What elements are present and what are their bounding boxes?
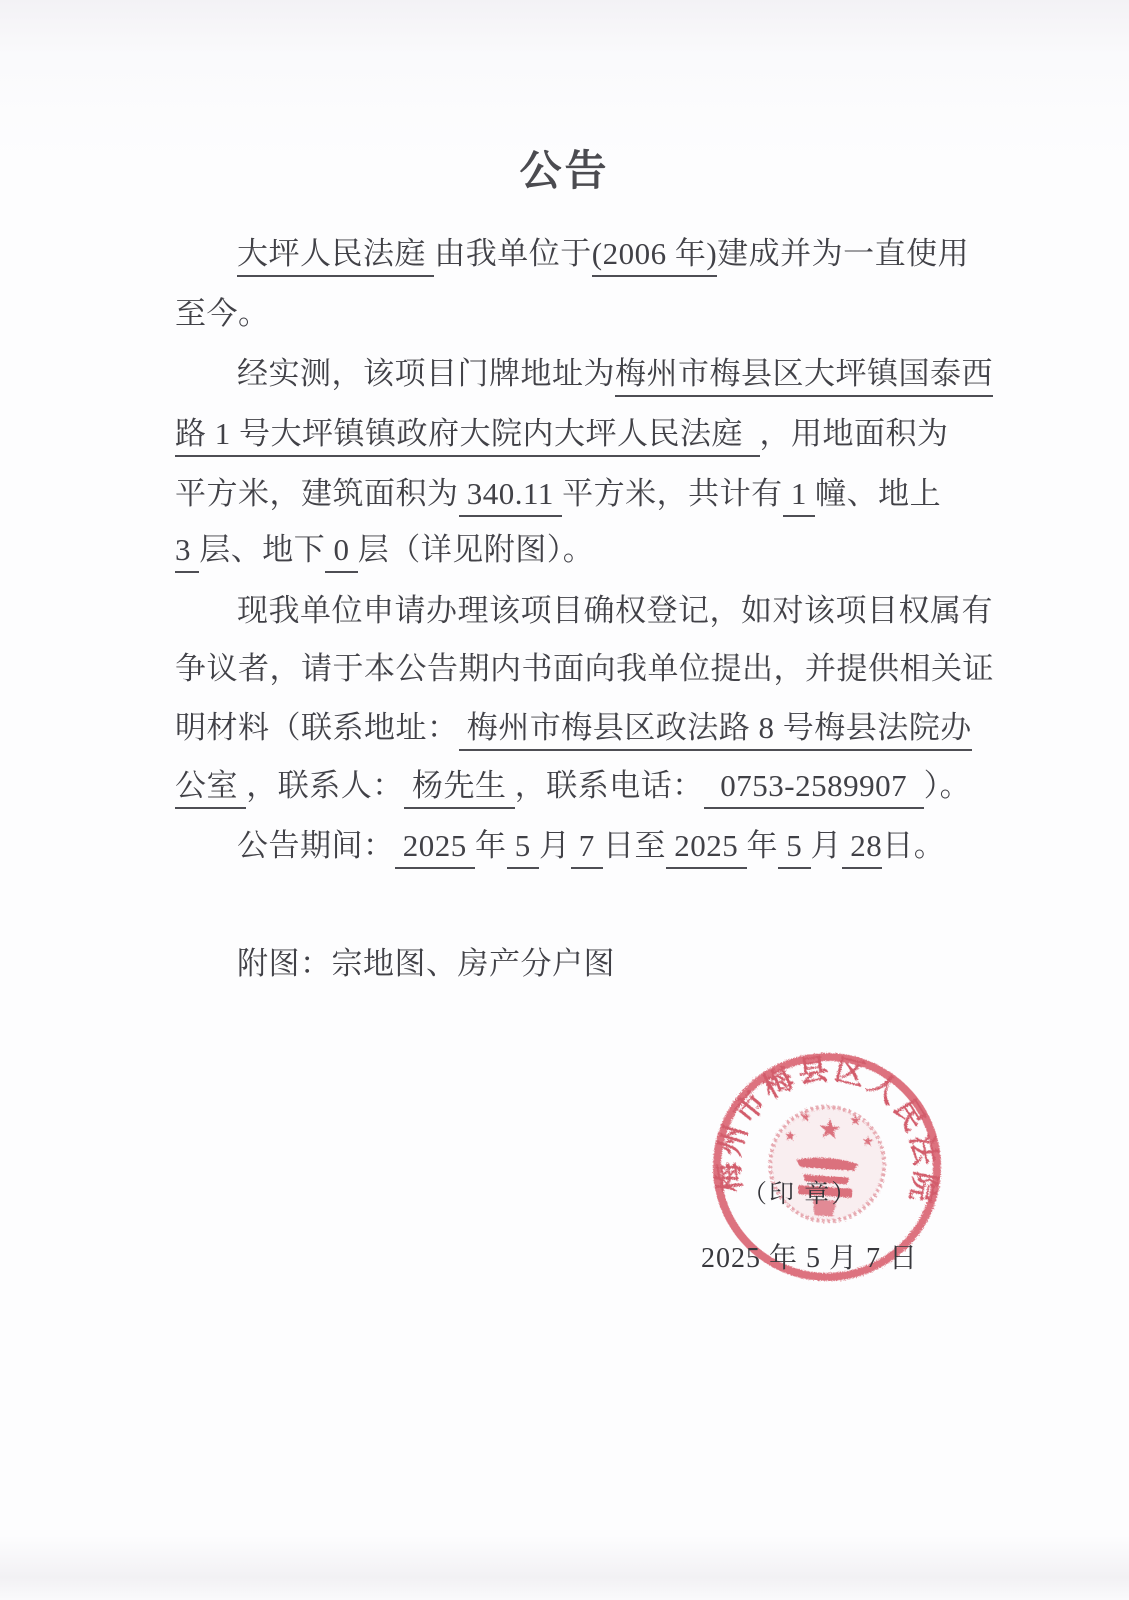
text-segment: 月 (539, 828, 571, 863)
text-segment: 层（详见附图）。 (357, 532, 595, 567)
page-title: 公告 (519, 147, 610, 194)
para-line (175, 348, 993, 393)
underlined-field: 2025 (395, 828, 476, 869)
text-segment: 平方米，建筑面积为 (175, 476, 459, 511)
para-line (175, 524, 594, 569)
para-line (175, 643, 994, 688)
issue-date: 2025 年 5 月 7 日 (701, 1243, 919, 1274)
underlined-field: 梅州市梅县区政法路 8 号梅县法院办 (459, 710, 972, 751)
text-segment: 年 (475, 828, 507, 863)
text-segment: 建成并为一直使用 (717, 236, 970, 271)
underlined-field: 梅州市梅县区大坪镇国泰西 (615, 356, 993, 397)
svg-text:★: ★ (861, 1133, 875, 1151)
para-line (175, 820, 945, 865)
text-segment: ，联系人： (246, 768, 404, 803)
text-segment: ）。 (923, 768, 972, 803)
text-segment: ，联系电话： (514, 768, 704, 803)
para-line (175, 468, 941, 513)
text-segment: 月 (810, 828, 842, 863)
text-segment: 平方米，共计有 (562, 476, 783, 511)
text-segment: 日。 (882, 828, 946, 863)
text-segment: 至今。 (175, 296, 270, 331)
underlined-field: 340.11 (459, 476, 563, 517)
svg-text:★: ★ (816, 1113, 843, 1146)
underlined-field: 5 (778, 828, 811, 869)
para-line (175, 585, 993, 630)
seal-authority-text: 梅州市梅县区人民法院 (711, 1052, 942, 1207)
text-segment: 年 (746, 828, 778, 863)
svg-text:★: ★ (848, 1112, 863, 1130)
text-segment: 附图：宗地图、房产分户图 (237, 946, 615, 981)
text-segment: 由我单位于 (434, 236, 592, 271)
text-segment: 争议者，请于本公告期内书面向我单位提出，并提供相关证 (175, 651, 994, 686)
underlined-field: 5 (507, 828, 540, 869)
underlined-field: 0753-2589907 (704, 768, 924, 809)
para-line (175, 760, 971, 805)
svg-text:★: ★ (798, 1108, 813, 1126)
underlined-field: 杨先生 (404, 768, 515, 809)
underlined-field: 1 (783, 476, 816, 517)
text-segment: ，用地面积为 (759, 416, 949, 451)
para-line (175, 288, 270, 333)
text-segment: 明材料（联系地址： (175, 710, 459, 745)
para-line (175, 702, 972, 747)
para-line (175, 228, 969, 273)
underlined-field: 路 1 号大坪镇镇政府大院内大坪人民法庭 (175, 416, 760, 457)
para-line (175, 938, 615, 983)
text-segment: 幢、地上 (815, 476, 942, 511)
underlined-field: (2006 年) (592, 236, 717, 277)
underlined-field: 7 (571, 828, 604, 869)
underlined-field: 28 (842, 828, 882, 869)
text-segment: 层、地下 (199, 532, 326, 567)
underlined-field: 3 (175, 532, 199, 573)
underlined-field: 0 (325, 532, 358, 573)
text-segment: 经实测，该项目门牌地址为 (237, 356, 615, 391)
underlined-field: 大坪人民法庭 (237, 236, 434, 277)
underlined-field: 公室 (175, 768, 246, 809)
text-segment: 日至 (603, 828, 666, 863)
stamp-placeholder-label: （印 章） (742, 1181, 859, 1208)
text-segment: 现我单位申请办理该项目确权登记，如对该项目权属有 (237, 593, 993, 628)
para-line (175, 408, 949, 453)
text-segment: 公告期间： (237, 828, 395, 863)
svg-text:★: ★ (783, 1127, 797, 1145)
underlined-field: 2025 (666, 828, 747, 869)
